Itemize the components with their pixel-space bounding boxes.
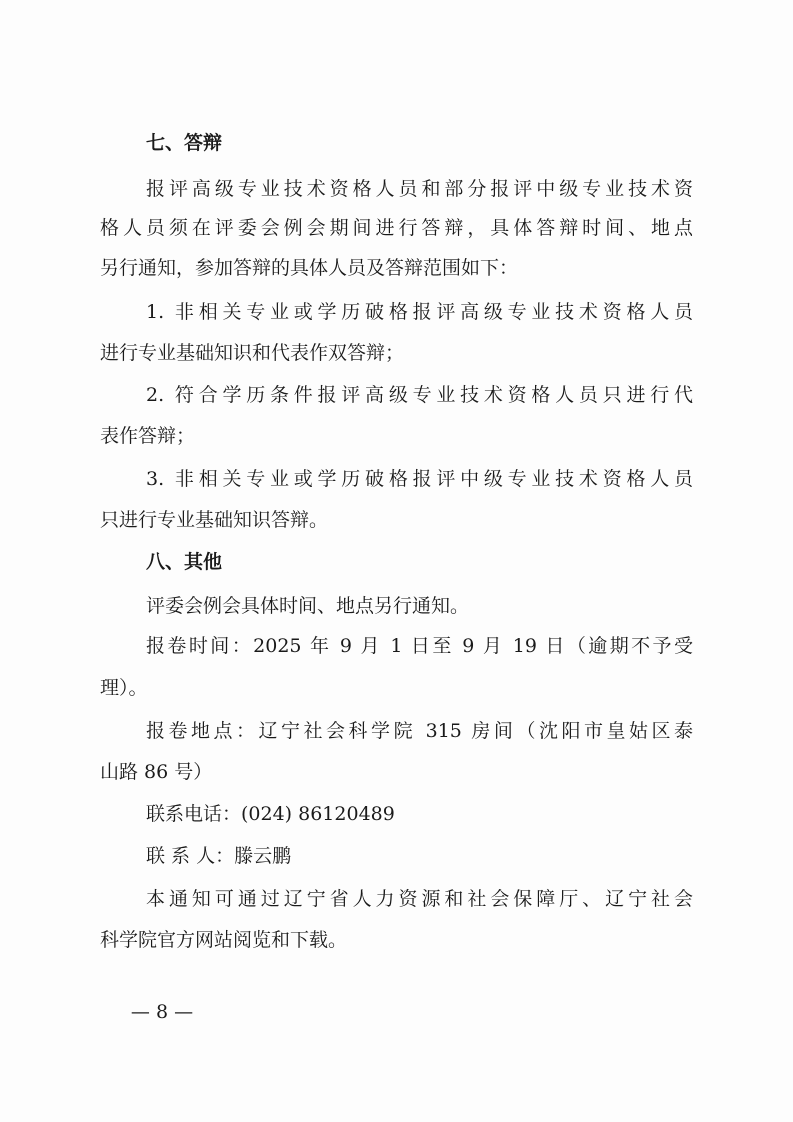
section-heading-8: 八、其他 (146, 551, 223, 573)
meeting-notice: 评委会例会具体时间、地点另行通知。 (146, 595, 470, 617)
download-notice-line: 本通知可通过辽宁省人力资源和社会保障厅、辽宁社会 (146, 888, 693, 910)
submission-location-line: 山路 86 号） (100, 761, 213, 783)
download-notice-line: 科学院官方网站阅览和下载。 (100, 929, 348, 951)
list-item-3-line: 3. 非相关专业或学历破格报评中级专业技术资格人员 (146, 468, 693, 490)
submission-time-line: 理）。 (100, 677, 148, 699)
submission-time-line: 报卷时间：2025 年 9 月 1 日至 9 月 19 日（逾期不予受 (146, 635, 693, 657)
page-number: — 8 — (130, 1001, 194, 1023)
list-item-1-line: 1. 非相关专业或学历破格报评高级专业技术资格人员 (146, 301, 693, 323)
list-item-1-line: 进行专业基础知识和代表作双答辩； (100, 342, 405, 364)
paragraph-line: 另行通知，参加答辩的具体人员及答辩范围如下： (100, 257, 519, 279)
paragraph-line: 格人员须在评委会例会期间进行答辩，具体答辩时间、地点 (100, 217, 693, 239)
contact-phone: 联系电话：(024) 86120489 (146, 803, 395, 825)
paragraph-line: 报评高级专业技术资格人员和部分报评中级专业技术资 (146, 178, 693, 200)
list-item-2-line: 2. 符合学历条件报评高级专业技术资格人员只进行代 (146, 384, 693, 406)
list-item-2-line: 表作答辩； (100, 425, 196, 447)
submission-location-line: 报卷地点：辽宁社会科学院 315 房间（沈阳市皇姑区泰 (146, 720, 693, 742)
contact-person: 联 系 人：滕云鹏 (146, 845, 292, 867)
list-item-3-line: 只进行专业基础知识答辩。 (100, 509, 329, 531)
section-heading-7: 七、答辩 (146, 132, 223, 154)
